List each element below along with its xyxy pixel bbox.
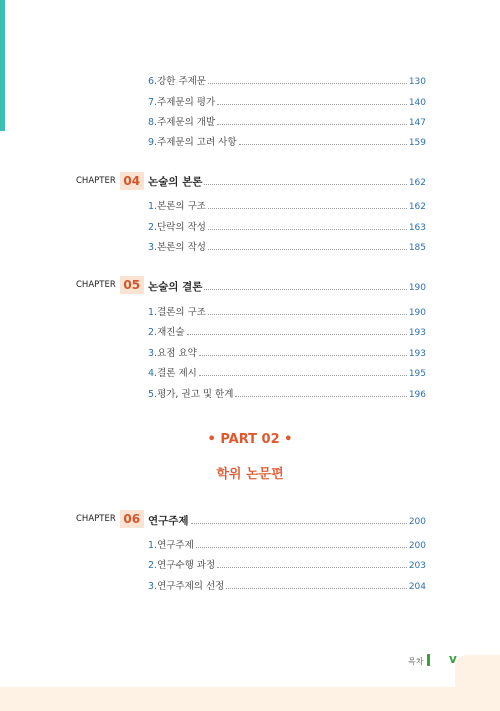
item-page: 130 — [408, 77, 426, 87]
item-title: 요점 요약 — [157, 348, 197, 359]
item-title: 결론 제시 — [157, 368, 197, 379]
dot-leader — [196, 547, 407, 548]
item-number: 7. — [148, 97, 158, 108]
toc-item[interactable] — [148, 345, 426, 359]
item-page: 163 — [408, 223, 426, 233]
item-page: 195 — [408, 369, 426, 379]
part-subtitle: 학위 논문편 — [216, 467, 284, 482]
chapter-number: 04 — [120, 172, 144, 190]
footer-band — [0, 687, 500, 711]
item-page: 200 — [408, 541, 426, 551]
dot-leader — [204, 289, 406, 290]
dot-leader — [199, 375, 407, 376]
item-number: 8. — [148, 117, 158, 128]
chapter-number: 05 — [120, 276, 144, 294]
toc-item[interactable] — [148, 239, 426, 253]
item-number: 9. — [148, 137, 158, 148]
item-title: 연구주제 — [157, 540, 194, 551]
chapter-page: 200 — [408, 517, 426, 527]
dot-leader — [217, 104, 407, 105]
dot-leader — [208, 229, 407, 230]
item-page: 193 — [408, 328, 426, 338]
item-number: 1. — [148, 307, 158, 318]
item-title: 단락의 작성 — [157, 222, 206, 233]
item-page: 147 — [408, 118, 426, 128]
item-number: 2. — [148, 222, 158, 233]
dot-leader — [217, 567, 407, 568]
chapter-page: 190 — [408, 283, 426, 293]
item-number: 4. — [148, 368, 158, 379]
item-number: 3. — [148, 581, 158, 592]
item-title: 재진술 — [157, 327, 185, 338]
toc-item[interactable] — [148, 198, 426, 212]
item-number: 5. — [148, 389, 158, 400]
dot-leader — [217, 124, 407, 125]
footer-section-label: 목차 — [408, 657, 424, 666]
item-title: 강한 주제문 — [157, 76, 206, 87]
item-page: 159 — [408, 138, 426, 148]
page-number: v — [449, 652, 457, 666]
item-page: 196 — [408, 390, 426, 400]
item-number: 2. — [148, 560, 158, 571]
item-number: 1. — [148, 540, 158, 551]
toc-item[interactable] — [148, 578, 426, 592]
toc-item[interactable] — [148, 219, 426, 233]
chapter-title: 논술의 본론 — [148, 176, 203, 188]
item-page: 190 — [408, 308, 426, 318]
toc-item[interactable] — [148, 324, 426, 338]
item-title: 평가, 권고 및 한계 — [157, 389, 234, 400]
dot-leader — [199, 355, 407, 356]
item-title: 주제문의 평가 — [157, 97, 216, 108]
chapter-title: 연구주제 — [148, 515, 189, 527]
dot-leader — [187, 334, 407, 335]
footer-divider — [427, 654, 430, 666]
item-title: 연구주제의 선정 — [157, 581, 225, 592]
item-title: 주제문의 개발 — [157, 117, 216, 128]
item-number: 3. — [148, 242, 158, 253]
toc-item[interactable] — [148, 73, 426, 87]
dot-leader — [226, 588, 406, 589]
item-number: 3. — [148, 348, 158, 359]
chapter-04-heading[interactable] — [148, 174, 426, 189]
dot-leader — [208, 83, 407, 84]
dot-leader — [208, 208, 407, 209]
toc-item[interactable] — [148, 134, 426, 148]
chapter-04-label — [76, 172, 144, 190]
item-number: 1. — [148, 201, 158, 212]
dot-leader — [191, 523, 407, 524]
item-page: 193 — [408, 349, 426, 359]
dot-leader — [208, 314, 407, 315]
item-page: 204 — [408, 582, 426, 592]
toc-item[interactable] — [148, 94, 426, 108]
item-page: 140 — [408, 98, 426, 108]
item-title: 본론의 구조 — [157, 201, 206, 212]
chapter-word: CHAPTER — [76, 280, 116, 290]
item-number: 6. — [148, 76, 158, 87]
item-title: 결론의 구조 — [157, 307, 206, 318]
item-title: 연구수행 과정 — [157, 560, 216, 571]
part-heading: • PART 02 • — [207, 432, 293, 447]
chapter-word: CHAPTER — [76, 514, 116, 524]
item-page: 185 — [408, 243, 426, 253]
item-page: 203 — [408, 561, 426, 571]
toc-item[interactable] — [148, 365, 426, 379]
toc-item[interactable] — [148, 537, 426, 551]
toc-item[interactable] — [148, 114, 426, 128]
chapter-05-label — [76, 276, 144, 294]
left-accent-bar — [0, 0, 5, 131]
chapter-number: 06 — [120, 510, 144, 528]
toc-item[interactable] — [148, 386, 426, 400]
chapter-05-heading[interactable] — [148, 279, 426, 294]
dot-leader — [208, 249, 407, 250]
dot-leader — [239, 144, 407, 145]
chapter-06-label — [76, 510, 144, 528]
chapter-06-heading[interactable] — [148, 513, 426, 528]
chapter-page: 162 — [408, 178, 426, 188]
item-number: 2. — [148, 327, 158, 338]
item-title: 본론의 작성 — [157, 242, 206, 253]
dot-leader — [204, 184, 406, 185]
chapter-word: CHAPTER — [76, 176, 116, 186]
dot-leader — [235, 396, 406, 397]
item-page: 162 — [408, 202, 426, 212]
chapter-title: 논술의 결론 — [148, 281, 203, 293]
toc-item[interactable] — [148, 557, 426, 571]
toc-item[interactable] — [148, 304, 426, 318]
item-title: 주제문의 고려 사항 — [157, 137, 237, 148]
